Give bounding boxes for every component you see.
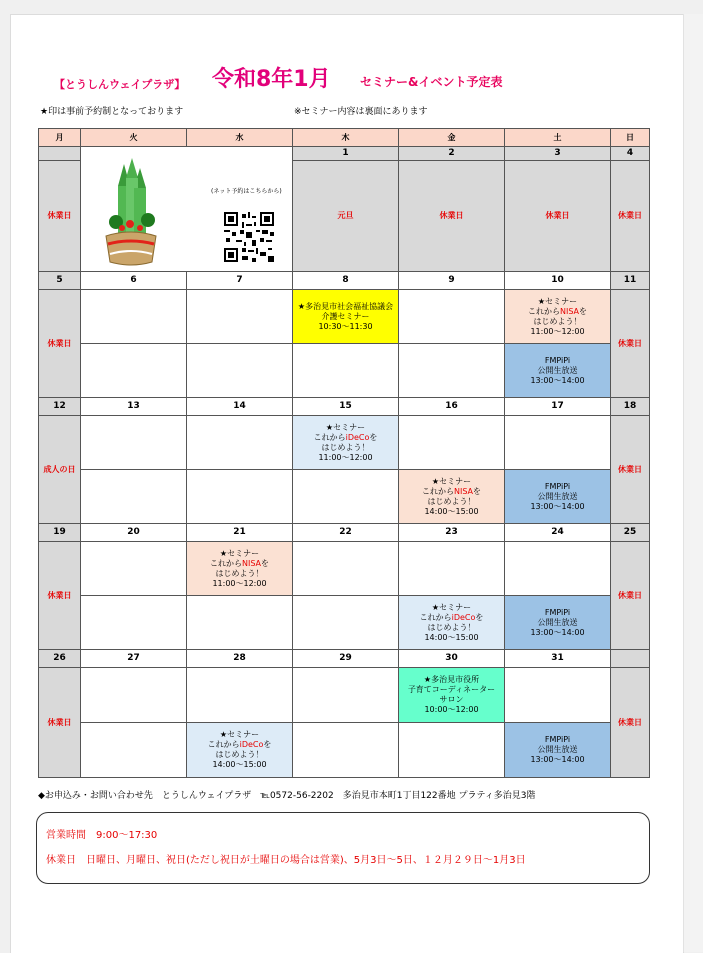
event-ideco-seminar[interactable] (292, 415, 399, 470)
event-text: を (263, 740, 272, 749)
closed-day-label: 休業日 (38, 667, 81, 778)
weekday-wed: 水 (186, 128, 293, 147)
weekday-fri: 金 (398, 128, 505, 147)
event-title: ★セミナー (325, 422, 366, 432)
empty-slot (292, 595, 399, 650)
event-time: 14:00〜15:00 (424, 632, 479, 642)
date-cell: 2 (398, 146, 505, 161)
reservation-note: ★印は事前予約制となっております (40, 107, 184, 117)
empty-slot (398, 722, 505, 778)
event-time: 11:00〜12:00 (212, 578, 267, 588)
event-nisa-seminar[interactable] (504, 289, 611, 344)
weekday-sun: 日 (610, 128, 650, 147)
empty-slot (504, 667, 611, 723)
event-welfare-seminar[interactable] (292, 289, 399, 344)
event-title: ★セミナー (431, 602, 472, 612)
date-cell: 30 (398, 649, 505, 668)
event-text: を (261, 558, 270, 568)
event-keyword: NISA (241, 558, 262, 568)
event-keyword: NISA (559, 306, 580, 316)
empty-slot (186, 469, 293, 524)
date-cell: 31 (504, 649, 611, 668)
date-cell: 4 (610, 146, 650, 161)
closed-days-info: 休業日 日曜日、月曜日、祝日(ただし祝日が土曜日の場合は営業)、5月3日〜5日、１２月２９日〜1月3日 (46, 855, 526, 866)
event-title: ★セミナー (537, 296, 578, 306)
event-text: これから (207, 740, 240, 749)
business-hours: 営業時間 9:00〜17:30 (46, 830, 158, 841)
date-cell: 17 (504, 397, 611, 416)
business-info-box (36, 812, 650, 884)
closed-day-label: 休業日 (398, 160, 505, 272)
empty-slot (80, 595, 187, 650)
event-text: はじめよう！ (215, 568, 264, 578)
title-month: 令和8年1月 (212, 67, 331, 92)
closed-day-label: 休業日 (610, 415, 650, 524)
event-time: 14:00〜15:00 (212, 760, 267, 769)
calendar-grid (38, 128, 650, 778)
event-name: サロン (439, 695, 464, 704)
event-keyword: iDeCo (345, 432, 370, 442)
date-cell: 12 (38, 397, 81, 416)
empty-slot (292, 469, 399, 524)
event-time: 14:00〜15:00 (424, 506, 479, 516)
event-radio-broadcast[interactable] (504, 722, 611, 778)
empty-slot (292, 541, 399, 596)
date-cell: 27 (80, 649, 187, 668)
empty-slot (292, 667, 399, 723)
date-cell: 14 (186, 397, 293, 416)
event-childcare-salon[interactable] (398, 667, 505, 723)
date-cell: 23 (398, 523, 505, 542)
date-cell: 1 (292, 146, 399, 161)
new-year-day-label: 元旦 (292, 160, 399, 272)
event-title: ★多治見市役所 (423, 675, 480, 684)
date-cell: 20 (80, 523, 187, 542)
event-title: FMPiPi (544, 607, 571, 617)
event-text: これから (313, 432, 346, 442)
date-cell: 15 (292, 397, 399, 416)
event-title: FMPiPi (544, 481, 571, 491)
coming-of-age-day-label: 成人の日 (38, 415, 81, 524)
date-cell: 11 (610, 271, 650, 290)
closed-day-label: 休業日 (610, 160, 650, 272)
kadomatsu-illustration (100, 158, 162, 266)
closed-day-label: 休業日 (504, 160, 611, 272)
event-text: を (475, 612, 484, 622)
event-name: 子育てコーディネーター (407, 685, 496, 694)
date-cell: 7 (186, 271, 293, 290)
title-organization: 【とうしんウェイプラザ】 (54, 78, 186, 91)
event-text: はじめよう！ (427, 622, 476, 632)
event-text: はじめよう！ (427, 496, 476, 506)
date-cell: 24 (504, 523, 611, 542)
event-nisa-seminar[interactable] (186, 541, 293, 596)
content-note: ※セミナー内容は裏面にあります (294, 107, 428, 117)
event-time: 13:00〜14:00 (530, 627, 585, 637)
date-cell: 10 (504, 271, 611, 290)
empty-slot (186, 289, 293, 344)
empty-slot (398, 541, 505, 596)
event-radio-broadcast[interactable] (504, 343, 611, 398)
empty-slot (186, 595, 293, 650)
vertical-scrollbar[interactable] (683, 14, 703, 952)
closed-day-label: 休業日 (38, 289, 81, 398)
weekday-tue: 火 (80, 128, 187, 147)
empty-slot (80, 415, 187, 470)
event-title: ★セミナー (431, 476, 472, 486)
empty-slot (292, 343, 399, 398)
event-keyword: iDeCo (239, 740, 264, 749)
event-radio-broadcast[interactable] (504, 469, 611, 524)
date-cell (610, 649, 650, 668)
event-title: FMPiPi (544, 735, 571, 744)
event-time: 11:00〜12:00 (318, 452, 373, 462)
empty-slot (186, 415, 293, 470)
empty-slot (80, 289, 187, 344)
event-title: ★セミナー (219, 548, 260, 558)
date-cell: 16 (398, 397, 505, 416)
event-text: これから (209, 558, 242, 568)
event-text: を (473, 486, 482, 496)
event-nisa-seminar[interactable] (398, 469, 505, 524)
date-cell: 9 (398, 271, 505, 290)
event-time: 13:00〜14:00 (530, 375, 585, 385)
date-cell: 3 (504, 146, 611, 161)
event-name: 介護セミナー (321, 311, 370, 321)
empty-slot (292, 722, 399, 778)
date-cell: 8 (292, 271, 399, 290)
date-cell: 26 (38, 649, 81, 668)
date-cell: 13 (80, 397, 187, 416)
empty-slot (186, 343, 293, 398)
event-name: 公開生放送 (537, 745, 578, 754)
event-ideco-seminar[interactable] (398, 595, 505, 650)
event-name: 公開生放送 (537, 617, 578, 627)
title-subtitle: セミナー&イベント予定表 (360, 75, 503, 89)
date-cell: 22 (292, 523, 399, 542)
weekday-thu: 木 (292, 128, 399, 147)
event-name: 公開生放送 (537, 365, 578, 375)
event-title: ★多治見市社会福祉協議会 (297, 301, 394, 311)
date-cell: 29 (292, 649, 399, 668)
event-keyword: NISA (453, 486, 474, 496)
event-text: を (579, 306, 588, 316)
empty-slot (504, 541, 611, 596)
date-cell: 5 (38, 271, 81, 290)
event-ideco-seminar[interactable] (186, 722, 293, 778)
event-text: はじめよう！ (533, 316, 582, 326)
date-cell: 25 (610, 523, 650, 542)
empty-slot (504, 415, 611, 470)
event-radio-broadcast[interactable] (504, 595, 611, 650)
date-cell: 6 (80, 271, 187, 290)
empty-slot (398, 415, 505, 470)
qr-code[interactable] (224, 212, 274, 262)
empty-slot (186, 667, 293, 723)
event-text: を (369, 432, 378, 442)
event-keyword: iDeCo (451, 612, 476, 622)
date-cell (38, 146, 81, 161)
empty-slot (398, 343, 505, 398)
contact-info: ◆お申込み・お問い合わせ先 とうしんウェイプラザ ℡0572-56-2202 多治見市本町1丁目122番地 プラティ多治見3階 (38, 791, 536, 801)
event-time: 10:00〜12:00 (424, 705, 479, 714)
empty-slot (80, 722, 187, 778)
date-cell: 21 (186, 523, 293, 542)
date-cell: 19 (38, 523, 81, 542)
event-text: これから (527, 306, 560, 316)
closed-day-label: 休業日 (610, 289, 650, 398)
net-reservation-label: (ネット予約はこちらから) (211, 188, 282, 195)
empty-slot (80, 541, 187, 596)
event-text: これから (419, 612, 452, 622)
weekday-mon: 月 (38, 128, 81, 147)
event-name: 公開生放送 (537, 491, 578, 501)
event-time: 13:00〜14:00 (530, 755, 585, 764)
event-time: 11:00〜12:00 (530, 326, 585, 336)
event-title: FMPiPi (544, 355, 571, 365)
weekday-sat: 土 (504, 128, 611, 147)
closed-day-label: 休業日 (38, 160, 81, 272)
event-text: これから (421, 486, 454, 496)
empty-slot (80, 469, 187, 524)
date-cell: 28 (186, 649, 293, 668)
date-cell: 18 (610, 397, 650, 416)
event-time: 13:00〜14:00 (530, 501, 585, 511)
event-time: 10:30〜11:30 (318, 321, 373, 331)
empty-slot (80, 667, 187, 723)
empty-slot (80, 343, 187, 398)
closed-day-label: 休業日 (38, 541, 81, 650)
closed-day-label: 休業日 (610, 667, 650, 778)
empty-slot (398, 289, 505, 344)
event-text: はじめよう！ (321, 442, 370, 452)
event-title: ★セミナー (219, 730, 260, 739)
closed-day-label: 休業日 (610, 541, 650, 650)
event-text: はじめよう！ (215, 750, 264, 759)
